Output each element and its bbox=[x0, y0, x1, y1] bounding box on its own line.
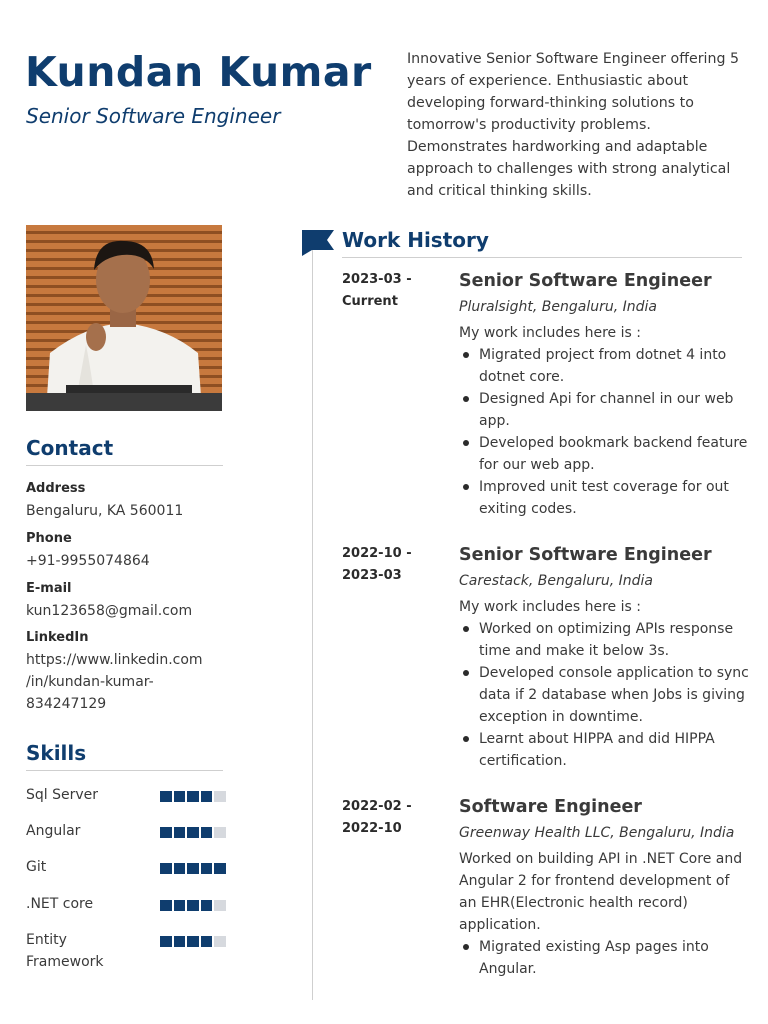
job-bullets bbox=[459, 618, 749, 772]
list-item: Migrated existing Asp pages into Angular. bbox=[459, 936, 749, 980]
job-intro: My work includes here is : bbox=[459, 599, 641, 615]
job-company: Carestack, Bengaluru, India bbox=[459, 573, 653, 589]
skill-rating-segment bbox=[214, 827, 226, 838]
job-title: Software Engineer bbox=[459, 797, 642, 817]
skill-name: Git bbox=[26, 859, 47, 875]
list-item: Learnt about HIPPA and did HIPPA certification. bbox=[459, 728, 749, 772]
skill-rating-segment bbox=[214, 863, 226, 874]
skills-divider bbox=[26, 770, 223, 771]
email-value: kun123658@gmail.com bbox=[26, 603, 193, 619]
email-label: E-mail bbox=[26, 581, 72, 596]
skill-rating-segment bbox=[201, 791, 213, 802]
professional-summary: Innovative Senior Software Engineer offering 5 years of experience. Enthusiastic about developing forward-thinking solutions to tomorrow's productivity problems. Demonstrates hardworking and adaptable approach to challenges with strong analytical and critical thinking skills. bbox=[407, 51, 740, 199]
job-date-start: 2022-10 - bbox=[342, 546, 412, 561]
phone-value: +91-9955074864 bbox=[26, 553, 150, 569]
list-item: Developed bookmark backend feature for our web app. bbox=[459, 432, 749, 476]
job-bullets bbox=[459, 936, 749, 980]
skill-rating-segment bbox=[214, 900, 226, 911]
skill-rating-segment bbox=[160, 900, 172, 911]
job-date-start: 2022-02 - bbox=[342, 799, 412, 814]
skill-rating-segment bbox=[174, 827, 186, 838]
contact-heading: Contact bbox=[26, 436, 114, 460]
skill-rating-segment bbox=[160, 863, 172, 874]
skill-rating-segment bbox=[201, 827, 213, 838]
skill-rating bbox=[160, 827, 226, 838]
list-item: Designed Api for channel in our web app. bbox=[459, 388, 749, 432]
skill-rating-segment bbox=[187, 900, 199, 911]
skill-rating-segment bbox=[187, 863, 199, 874]
list-item: Worked on optimizing APIs response time and make it below 3s. bbox=[459, 618, 749, 662]
job-intro: My work includes here is : bbox=[459, 325, 641, 341]
bookmark-flag-icon bbox=[302, 230, 334, 260]
skill-name: Angular bbox=[26, 823, 81, 839]
skill-rating-segment bbox=[201, 936, 213, 947]
contact-divider bbox=[26, 465, 223, 466]
job-date-start: 2023-03 - bbox=[342, 272, 412, 287]
timeline-line bbox=[312, 248, 313, 1000]
skill-rating-segment bbox=[214, 936, 226, 947]
work-history-divider bbox=[342, 257, 742, 258]
job-company: Greenway Health LLC, Bengaluru, India bbox=[459, 825, 735, 841]
skills-heading: Skills bbox=[26, 741, 87, 765]
skill-rating-segment bbox=[187, 936, 199, 947]
list-item: Developed console application to sync data if 2 database when Jobs is giving exception in downtime. bbox=[459, 662, 749, 728]
skill-rating bbox=[160, 863, 226, 874]
skill-rating-segment bbox=[201, 863, 213, 874]
skill-rating-segment bbox=[174, 900, 186, 911]
skill-name: Sql Server bbox=[26, 787, 99, 803]
skill-rating-segment bbox=[214, 791, 226, 802]
skill-rating-segment bbox=[187, 791, 199, 802]
work-history-heading: Work History bbox=[342, 228, 489, 252]
job-company: Pluralsight, Bengaluru, India bbox=[459, 299, 657, 315]
profile-photo bbox=[26, 225, 222, 411]
skill-name: .NET core bbox=[26, 896, 94, 912]
candidate-name: Kundan Kumar bbox=[25, 48, 372, 96]
skill-rating-segment bbox=[160, 936, 172, 947]
list-item: Improved unit test coverage for out exiting codes. bbox=[459, 476, 749, 520]
skill-rating-segment bbox=[160, 827, 172, 838]
address-value: Bengaluru, KA 560011 bbox=[26, 503, 184, 519]
job-date-end: Current bbox=[342, 294, 398, 309]
skill-rating-segment bbox=[174, 936, 186, 947]
job-date-end: 2022-10 bbox=[342, 821, 402, 836]
linkedin-url-line-2[interactable]: /in/kundan-kumar- bbox=[26, 674, 154, 690]
skill-rating-segment bbox=[187, 827, 199, 838]
skill-rating-segment bbox=[201, 900, 213, 911]
skill-rating bbox=[160, 791, 226, 802]
skill-rating-segment bbox=[174, 791, 186, 802]
skill-rating-segment bbox=[174, 863, 186, 874]
skill-rating bbox=[160, 936, 226, 947]
job-bullets bbox=[459, 344, 749, 520]
job-title: Senior Software Engineer bbox=[459, 271, 712, 291]
skill-rating bbox=[160, 900, 226, 911]
skill-name: Entity Framework bbox=[26, 932, 104, 970]
job-intro: Worked on building API in .NET Core and Angular 2 for frontend development of an EHR(Electronic health record) application. bbox=[459, 851, 743, 933]
job-title: Senior Software Engineer bbox=[459, 545, 712, 565]
linkedin-label: LinkedIn bbox=[26, 630, 89, 645]
linkedin-url-line-3[interactable]: 834247129 bbox=[26, 696, 107, 712]
job-date-end: 2023-03 bbox=[342, 568, 402, 583]
address-label: Address bbox=[26, 481, 86, 496]
linkedin-url-line-1[interactable]: https://www.linkedin.com bbox=[26, 652, 203, 668]
candidate-role: Senior Software Engineer bbox=[26, 104, 281, 128]
phone-label: Phone bbox=[26, 531, 72, 546]
list-item: Migrated project from dotnet 4 into dotnet core. bbox=[459, 344, 749, 388]
skill-rating-segment bbox=[160, 791, 172, 802]
